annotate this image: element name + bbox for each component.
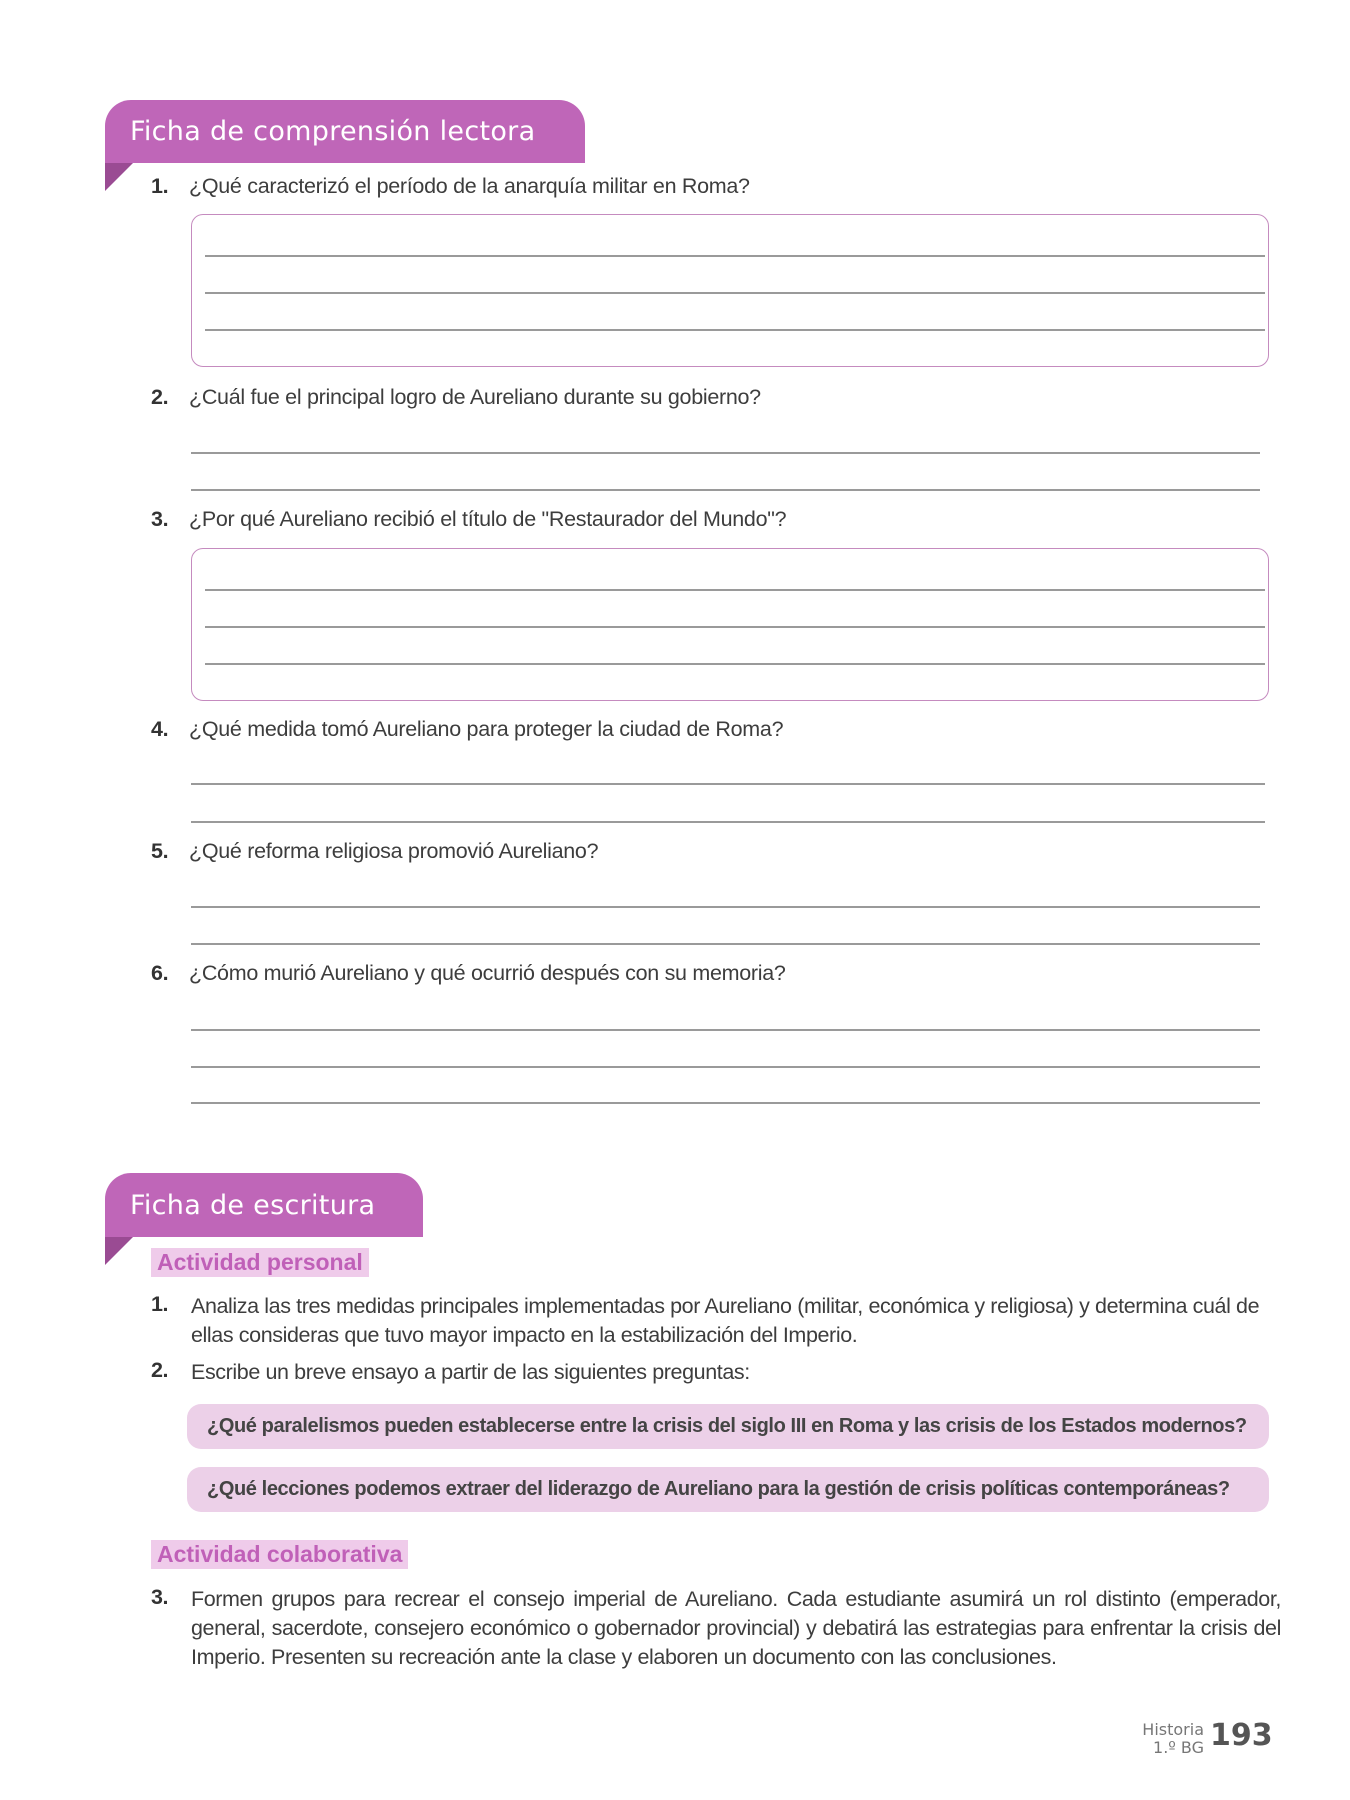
writing-item-3: [151, 1585, 1281, 1672]
answer-line[interactable]: [205, 255, 1265, 257]
item-number: 1.: [151, 1292, 169, 1316]
footer-grade: 1.º BG: [1153, 1738, 1204, 1757]
question-3: [151, 507, 786, 532]
question-text: ¿Cómo murió Aureliano y qué ocurrió después con su memoria?: [189, 961, 786, 985]
footer-subject: Historia: [1142, 1720, 1204, 1739]
question-text: ¿Qué medida tomó Aureliano para proteger la ciudad de Roma?: [189, 717, 784, 741]
answer-line[interactable]: [205, 626, 1265, 628]
item-text: Formen grupos para recrear el consejo imperial de Aureliano. Cada estudiante asumirá un rol distinto (emperador, general, sacerdote, consejero económico o gobernador provincial) y debatirá las estrategias para enfrentar la crisis del Imperio. Presenten su recreación ante la clase y elaboren un documento con las conclusiones.: [191, 1587, 1281, 1669]
footer-book-info: [1110, 1721, 1204, 1757]
question-text: ¿Qué reforma religiosa promovió Aureliano?: [189, 839, 599, 863]
answer-line[interactable]: [205, 292, 1265, 294]
question-number: 2.: [151, 385, 169, 409]
writing-item-1: [151, 1292, 1281, 1350]
question-5: [151, 839, 598, 864]
item-text: Analiza las tres medidas principales implementadas por Aureliano (militar, económica y religiosa) y determina cuál de ellas consideras que tuvo mayor impacto en la estabilización del Imperio.: [191, 1294, 1260, 1347]
personal-activity-label: Actividad personal: [151, 1248, 369, 1277]
question-text: ¿Qué caracterizó el período de la anarquía militar en Roma?: [189, 174, 750, 198]
question-1: [151, 174, 750, 199]
collaborative-activity-label: Actividad colaborativa: [151, 1540, 408, 1569]
item-text: Escribe un breve ensayo a partir de las siguientes preguntas:: [191, 1360, 750, 1384]
question-6: [151, 961, 786, 986]
item-number: 3.: [151, 1585, 169, 1609]
answer-line[interactable]: [205, 663, 1265, 665]
answer-line[interactable]: [191, 1066, 1260, 1068]
question-text: ¿Cuál fue el principal logro de Aureliano durante su gobierno?: [189, 385, 761, 409]
question-number: 6.: [151, 961, 169, 985]
answer-line[interactable]: [191, 489, 1260, 491]
answer-line[interactable]: [191, 821, 1265, 823]
answer-line[interactable]: [191, 783, 1265, 785]
answer-line[interactable]: [205, 329, 1265, 331]
answer-line[interactable]: [205, 589, 1265, 591]
ribbon-fold: [105, 1237, 133, 1265]
question-text: ¿Por qué Aureliano recibió el título de "Restaurador del Mundo"?: [189, 507, 787, 531]
question-number: 1.: [151, 174, 169, 198]
question-number: 4.: [151, 717, 169, 741]
answer-box-3[interactable]: [191, 548, 1269, 701]
question-4: [151, 717, 783, 742]
writing-item-2: [151, 1358, 1281, 1387]
answer-line[interactable]: [191, 1102, 1260, 1104]
ribbon-fold: [105, 163, 133, 191]
question-number: 3.: [151, 507, 169, 531]
question-2: [151, 385, 761, 410]
answer-line[interactable]: [191, 906, 1260, 908]
essay-prompt-1: ¿Qué paralelismos pueden establecerse entre la crisis del siglo III en Roma y las crisis de los Estados modernos?: [187, 1404, 1269, 1449]
essay-prompt-2: ¿Qué lecciones podemos extraer del liderazgo de Aureliano para la gestión de crisis políticas contemporáneas?: [187, 1467, 1269, 1512]
answer-box-1[interactable]: [191, 214, 1269, 367]
item-number: 2.: [151, 1358, 169, 1382]
answer-line[interactable]: [191, 1029, 1260, 1031]
section-header-comprehension: Ficha de comprensión lectora: [105, 100, 585, 163]
answer-line[interactable]: [191, 943, 1260, 945]
page-number: 193: [1210, 1718, 1273, 1753]
question-number: 5.: [151, 839, 169, 863]
answer-line[interactable]: [191, 452, 1260, 454]
section-header-writing: Ficha de escritura: [105, 1173, 423, 1237]
